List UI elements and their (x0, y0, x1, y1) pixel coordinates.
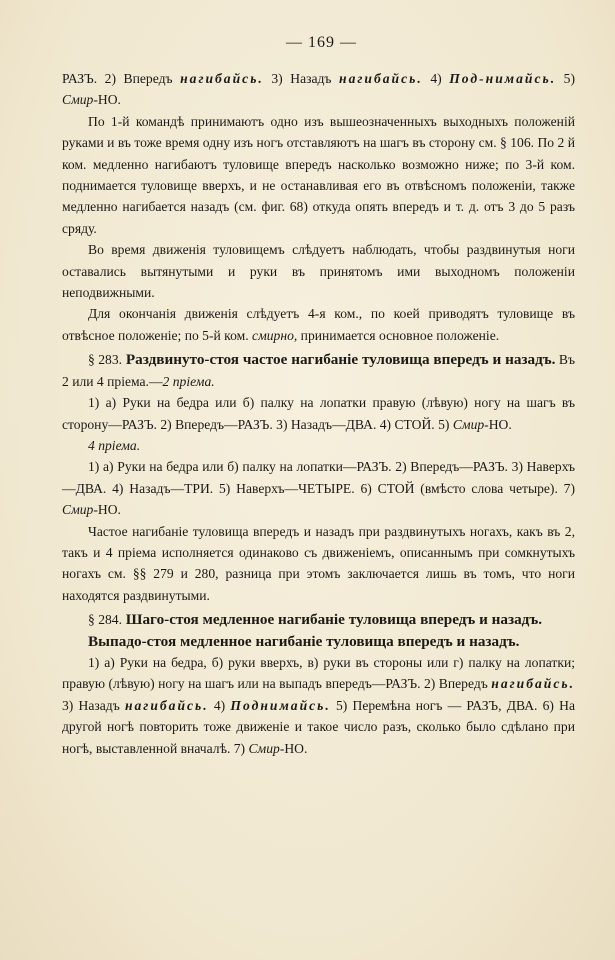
command-word: нагибайсь. (124, 697, 209, 713)
text: 5) Перемѣна ногъ — РАЗЪ, ДВА. 6) На другой ногѣ повторить тоже движеніе и такое число разъ, сколько было сдѣлано при ногѣ, выставленной вначалѣ. 7) (62, 697, 576, 756)
subsection-heading: Выпадо-стоя медленное нагибаніе туловища впередъ и назадъ. (88, 632, 520, 650)
paragraph-observation: Во время движенія туловищемъ слѣдуетъ наблюдать, чтобы раздвинутыя ноги оставались вытянутыми и руки въ принятомъ ими выходномъ положеніи неподвижными. (62, 242, 575, 301)
section-283-heading (62, 349, 575, 392)
paragraph-4-steps (62, 456, 575, 520)
command-word: нагибайсь. (491, 676, 575, 692)
paragraph-commands-continued (62, 68, 575, 111)
command-word: Смир (62, 92, 94, 108)
command-word: Смир (452, 416, 485, 432)
paragraph-lunge-commands (62, 652, 575, 759)
subheading-4-steps: 4 пріема. (88, 437, 141, 453)
section-title: Шаго-стоя медленное нагибаніе туловища впередъ и назадъ. (121, 611, 543, 629)
page-number: — 169 — (286, 34, 357, 51)
text: -НО. (484, 416, 512, 432)
text: 4) (208, 697, 231, 713)
command-word: нагибайсь. (180, 71, 264, 86)
section-title: Раздвинуто-стоя частое нагибаніе туловища впередъ и назадъ. (122, 351, 556, 369)
command-word: Смир (248, 740, 280, 756)
subheading: 2 пріема. (162, 373, 215, 389)
text: Для окончанія движенія слѣдуетъ 4-я ком., по коей приводятъ туловище въ отвѣсное положеніе; по 5-й ком. (62, 306, 575, 343)
command-word: нагибайсь. (339, 71, 423, 86)
text: 3) Назадъ (62, 697, 125, 713)
text: Въ 2 или 4 пріема.— (62, 352, 576, 389)
page-body (62, 68, 575, 759)
paragraph-2-steps (62, 392, 575, 435)
text: -НО. (279, 740, 308, 756)
command-word: Поднимайсь. (230, 697, 331, 713)
command-word: Под-нимайсь. (449, 71, 557, 86)
text: 1) а) Руки на бедра или б) палку на лопатки—РАЗЪ. 2) Впередъ—РАЗЪ. 3) Наверхъ—ДВА. 4) Назадъ—ТРИ. 5) Наверхъ—ЧЕТЫРЕ. 6) СТОЙ (вмѣсто слова четыре). 7) (62, 459, 575, 496)
text: 3) Назадъ (263, 71, 340, 86)
command-word: Смир (62, 502, 94, 518)
text: 1) а) Руки на бедра, б) руки вверхъ, в) руки въ стороны или г) палку на лопатки; правую (лѣвую) ногу на шагъ или на выпадъ впередъ—РАЗЪ. 2) Впередъ (62, 654, 575, 692)
text: -НО. (93, 92, 121, 108)
section-number: § 284. (88, 612, 122, 628)
text: -НО. (93, 502, 121, 518)
text: 5) (556, 71, 575, 86)
paragraph-ending (62, 303, 575, 346)
paragraph-execution: По 1-й командѣ принимаютъ одно изъ вышеозначенныхъ выходныхъ положеній руками и въ тоже время одну изъ ногъ отставляютъ на шагъ въ сторону см. § 106. По 2 й ком. медленно нагибаютъ туловище впередъ насколько возможно ниже; по 3-й ком. поднимается туловище вверхъ, и не останавливая его въ отвѣсномъ положеніи, также медленно нагибается назадъ (см. фиг. 68) откуда опять впередъ и т. д. отъ 3 до 5 разъ сряду. (62, 113, 575, 236)
text: 4) (422, 71, 450, 86)
paragraph-explanation: Частое нагибаніе туловища впередъ и назадъ при раздвинутыхъ ногахъ, какъ въ 2, такъ и 4 пріема исполняется одинаково съ движеніемъ, описаннымъ при сомкнутыхъ ногахъ см. §§ 279 и 280, разница при этомъ заключается лишь въ томъ, что ноги находятся раздвинутыми. (62, 523, 575, 603)
command-word: смирно, (252, 327, 298, 343)
text: принимается основное положеніе. (297, 327, 500, 343)
section-284-heading (62, 609, 575, 630)
text: РАЗЪ. 2) Впередъ (62, 71, 181, 86)
text: 1) а) Руки на бедра или б) палку на лопатки правую (лѣвую) ногу на шагъ въ сторону—РАЗЪ. 2) Впередъ—РАЗЪ. 3) Назадъ—ДВА. 4) СТОЙ. 5) (62, 395, 575, 432)
section-number: § 283. (88, 352, 123, 368)
